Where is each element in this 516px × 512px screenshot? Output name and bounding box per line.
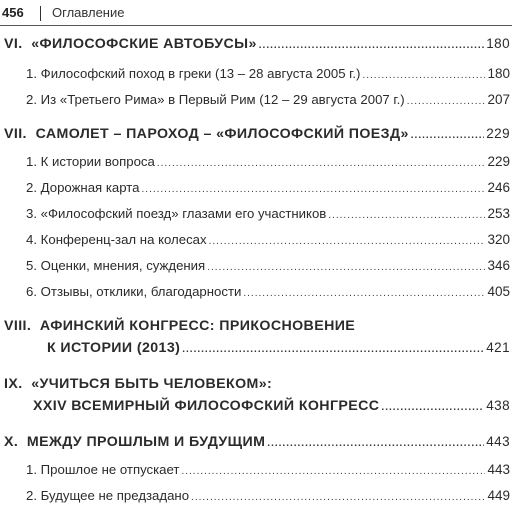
- toc-chapter-9-line1: [4, 376, 272, 392]
- chapter-title: САМОЛЕТ – ПАРОХОД – «ФИЛОСОФСКИЙ ПОЕЗД»: [35, 126, 409, 142]
- leader-dots: [411, 130, 485, 141]
- toc-section-7-3: [26, 206, 510, 221]
- page-ref: 253: [487, 206, 510, 221]
- leader-dots: [362, 70, 485, 81]
- chapter-title-line1: «УЧИТЬСЯ БЫТЬ ЧЕЛОВЕКОМ»:: [31, 376, 273, 392]
- page-ref: 438: [486, 398, 510, 413]
- page-ref: 346: [487, 258, 510, 273]
- section-title: Оценки, мнения, суждения: [40, 258, 206, 273]
- leader-dots: [243, 288, 485, 299]
- chapter-title: «ФИЛОСОФСКИЕ АВТОБУСЫ»: [31, 36, 257, 52]
- leader-dots: [182, 344, 484, 355]
- toc-section-7-1: [26, 154, 510, 169]
- leader-dots: [407, 96, 486, 107]
- page-ref: 443: [486, 434, 510, 449]
- page-ref: 405: [487, 284, 510, 299]
- section-number: 2.: [26, 180, 37, 195]
- toc-section-7-6: [26, 284, 510, 299]
- leader-dots: [267, 438, 484, 449]
- header-rule: [0, 25, 512, 26]
- section-number: 3.: [26, 206, 37, 221]
- leader-dots: [181, 466, 485, 477]
- page-ref: 246: [487, 180, 510, 195]
- toc-section-10-1: [26, 462, 510, 477]
- chapter-title-line2: К ИСТОРИИ (2013): [47, 340, 181, 356]
- leader-dots: [191, 492, 485, 503]
- toc-section-7-2: [26, 180, 510, 195]
- section-number: 1.: [26, 154, 37, 169]
- section-title: Философский поход в греки (13 – 28 августа 2005 г.): [40, 66, 361, 81]
- leader-dots: [328, 210, 485, 221]
- section-title: Дорожная карта: [40, 180, 140, 195]
- section-number: 5.: [26, 258, 37, 273]
- toc-section-6-1: [26, 66, 510, 81]
- toc-section-6-2: [26, 92, 510, 107]
- page-ref: 229: [487, 154, 510, 169]
- toc-chapter-8: [47, 340, 510, 356]
- chapter-title-line2: XXIV ВСЕМИРНЫЙ ФИЛОСОФСКИЙ КОНГРЕСС: [33, 398, 380, 414]
- header-title: Оглавление: [52, 5, 125, 20]
- leader-dots: [209, 236, 486, 247]
- toc-chapter-9: [33, 398, 510, 414]
- section-title: Будущее не предзадано: [40, 488, 190, 503]
- section-title: Из «Третьего Рима» в Первый Рим (12 – 29 августа 2007 г.): [40, 92, 405, 107]
- toc-section-7-4: [26, 232, 510, 247]
- section-number: 2.: [26, 488, 37, 503]
- chapter-title: МЕЖДУ ПРОШЛЫМ И БУДУЩИМ: [26, 434, 266, 450]
- page-ref: 421: [486, 340, 510, 355]
- page-number: 456: [2, 5, 24, 20]
- section-title: «Философский поезд» глазами его участников: [40, 206, 327, 221]
- section-title: К истории вопроса: [40, 154, 155, 169]
- page-ref: 180: [487, 66, 510, 81]
- leader-dots: [259, 40, 485, 51]
- header-separator: [40, 6, 41, 21]
- leader-dots: [157, 158, 486, 169]
- toc-section-10-2: [26, 488, 510, 503]
- chapter-roman: VI.: [4, 36, 23, 52]
- chapter-roman: IX.: [4, 376, 23, 392]
- section-number: 1.: [26, 66, 37, 81]
- section-number: 1.: [26, 462, 37, 477]
- section-number: 2.: [26, 92, 37, 107]
- page-ref: 320: [487, 232, 510, 247]
- section-number: 6.: [26, 284, 37, 299]
- chapter-roman: VIII.: [4, 318, 32, 334]
- page-ref: 180: [486, 36, 510, 51]
- section-title: Конференц-зал на колесах: [40, 232, 207, 247]
- page-ref: 207: [487, 92, 510, 107]
- leader-dots: [142, 184, 486, 195]
- toc-chapter-7: [4, 126, 510, 142]
- page-ref: 229: [486, 126, 510, 141]
- toc-chapter-6: [4, 36, 510, 52]
- toc-chapter-10: [4, 434, 510, 450]
- chapter-roman: VII.: [4, 126, 27, 142]
- chapter-roman: X.: [4, 434, 19, 450]
- toc-chapter-8-line1: [4, 318, 355, 334]
- section-title: Отзывы, отклики, благодарности: [40, 284, 242, 299]
- page-ref: 443: [487, 462, 510, 477]
- running-header: [0, 0, 516, 26]
- leader-dots: [207, 262, 485, 273]
- leader-dots: [381, 402, 484, 413]
- section-number: 4.: [26, 232, 37, 247]
- chapter-title-line1: АФИНСКИЙ КОНГРЕСС: ПРИКОСНОВЕНИЕ: [39, 318, 356, 334]
- toc-section-7-5: [26, 258, 510, 273]
- page-ref: 449: [487, 488, 510, 503]
- section-title: Прошлое не отпускает: [40, 462, 180, 477]
